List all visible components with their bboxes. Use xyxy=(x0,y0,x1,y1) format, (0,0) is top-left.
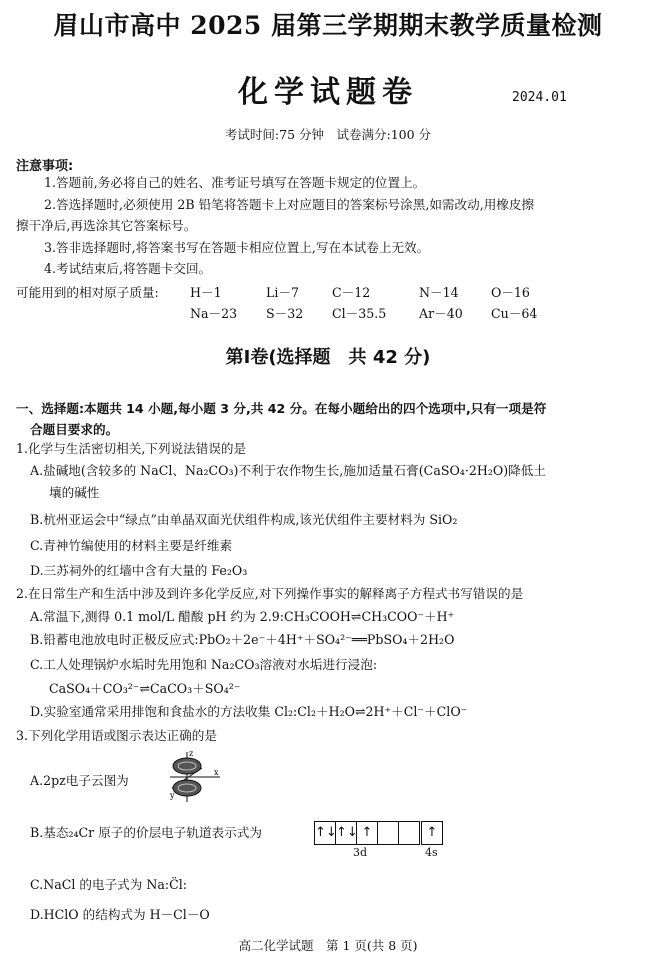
z-label: z xyxy=(189,749,194,758)
atomic-mass: Li－7 xyxy=(266,285,299,300)
atomic-mass: C－12 xyxy=(332,285,371,300)
atomic-mass: N－14 xyxy=(419,285,459,300)
lower-lobe xyxy=(173,780,201,796)
label-3d: 3d xyxy=(353,846,368,859)
exam-info: 考试时间:75 分钟 试卷满分:100 分 xyxy=(224,127,432,142)
option-b: B.铅蓄电池放电时正极反应式:PbO₂＋2e⁻＋4H⁺＋SO₄²⁻══PbSO₄＋2H₂O xyxy=(30,632,455,647)
part-instruction: 合题目要求的。 xyxy=(30,422,119,437)
atomic-mass-label: 可能用到的相对原子质量: xyxy=(16,285,159,300)
x-label: x xyxy=(214,768,219,777)
atomic-mass: S－32 xyxy=(266,306,304,321)
atomic-mass: O－16 xyxy=(491,285,530,300)
upper-lobe xyxy=(173,758,201,774)
option-c-equation: CaSO₄＋CO₃²⁻⇌CaCO₃＋SO₄²⁻ xyxy=(49,681,241,696)
exam-title: 眉山市高中 2025 届第三学期期末教学质量检测 xyxy=(53,11,603,40)
question-stem: 3.下列化学用语或图示表达正确的是 xyxy=(16,728,217,743)
orbital-cell: ↑↓ xyxy=(336,822,357,844)
atomic-mass: Cl－35.5 xyxy=(332,306,387,321)
orbital-cell: ↑ xyxy=(426,825,438,840)
orbital-cell: ↑ xyxy=(357,822,378,844)
atomic-mass: H－1 xyxy=(190,285,222,300)
label-4s: 4s xyxy=(425,846,438,859)
orbital-cell: ↑↓ xyxy=(315,822,336,844)
question-stem: 1.化学与生活密切相关,下列说法错误的是 xyxy=(16,441,247,456)
orbital-4s-box xyxy=(421,821,443,845)
exam-date: 2024.01 xyxy=(512,90,567,105)
orbital-cell xyxy=(399,822,419,844)
option-a: A.2pz电子云图为 xyxy=(30,773,129,788)
orbital-cell xyxy=(378,822,399,844)
question-stem: 2.在日常生产和生活中涉及到许多化学反应,对下列操作事实的解释离子方程式书写错误的是 xyxy=(16,586,524,601)
notice-title: 注意事项: xyxy=(16,159,74,174)
subject-title: 化学试题卷 xyxy=(238,75,418,110)
option-b: B.基态₂₄Cr 原子的价层电子轨道表示式为 xyxy=(30,825,262,840)
option-c: C.工人处理锅炉水垢时先用饱和 Na₂CO₃溶液对水垢进行浸泡: xyxy=(30,657,378,672)
part-instruction: 一、选择题:本题共 14 小题,每小题 3 分,共 42 分。在每小题给出的四个选项中,只有一项是符 xyxy=(16,401,547,416)
option-d: D.实验室通常采用排饱和食盐水的方法收集 Cl₂:Cl₂＋H₂O⇌2H⁺＋Cl⁻＋ClO⁻ xyxy=(30,704,468,719)
electron-cloud-diagram xyxy=(170,748,230,806)
atomic-mass-row-2 xyxy=(0,303,656,323)
notice-item: 擦干净后,再选涂其它答案标号。 xyxy=(16,218,197,233)
atomic-mass: Na－23 xyxy=(190,306,238,321)
notice-item: 1.答题前,务必将自己的姓名、准考证号填写在答题卡规定的位置上。 xyxy=(44,175,426,190)
option-c: C.青神竹编使用的材料主要是纤维素 xyxy=(30,538,233,553)
option-a: A.常温下,测得 0.1 mol/L 醋酸 pH 约为 2.9:CH₃COOH⇌CH₃COO⁻＋H⁺ xyxy=(30,609,455,624)
option-a-cont: 壤的碱性 xyxy=(49,485,100,500)
atomic-mass-row-1 xyxy=(0,282,656,302)
option-c: C.NaCl 的电子式为 Na:C̈l: xyxy=(30,877,188,892)
option-d: D.三苏祠外的红墙中含有大量的 Fe₂O₃ xyxy=(30,563,248,578)
notice-item: 3.答非选择题时,将答案书写在答题卡相应位置上,写在本试卷上无效。 xyxy=(44,240,430,255)
atomic-mass: Ar－40 xyxy=(419,306,463,321)
option-a: A.盐碱地(含较多的 NaCl、Na₂CO₃)不利于农作物生长,施加适量石膏(CaSO₄·2H₂O)降低土 xyxy=(30,463,546,478)
notice-item: 2.答选择题时,必须使用 2B 铅笔将答题卡上对应题目的答案标号涂黑,如需改动,用橡皮擦 xyxy=(44,197,535,212)
notice-item: 4.考试结束后,将答题卡交回。 xyxy=(44,261,212,276)
atomic-mass: Cu－64 xyxy=(491,306,538,321)
orbital-3d-box xyxy=(314,821,420,845)
option-d: D.HClO 的结构式为 H－Cl－O xyxy=(30,907,210,922)
page-footer: 高二化学试题 第 1 页(共 8 页) xyxy=(238,938,418,953)
y-label: y xyxy=(170,791,175,800)
option-b: B.杭州亚运会中“绿点”由单晶双面光伏组件构成,该光伏组件主要材料为 SiO₂ xyxy=(30,512,458,527)
section-title: 第Ⅰ卷(选择题 共 42 分) xyxy=(225,347,431,368)
